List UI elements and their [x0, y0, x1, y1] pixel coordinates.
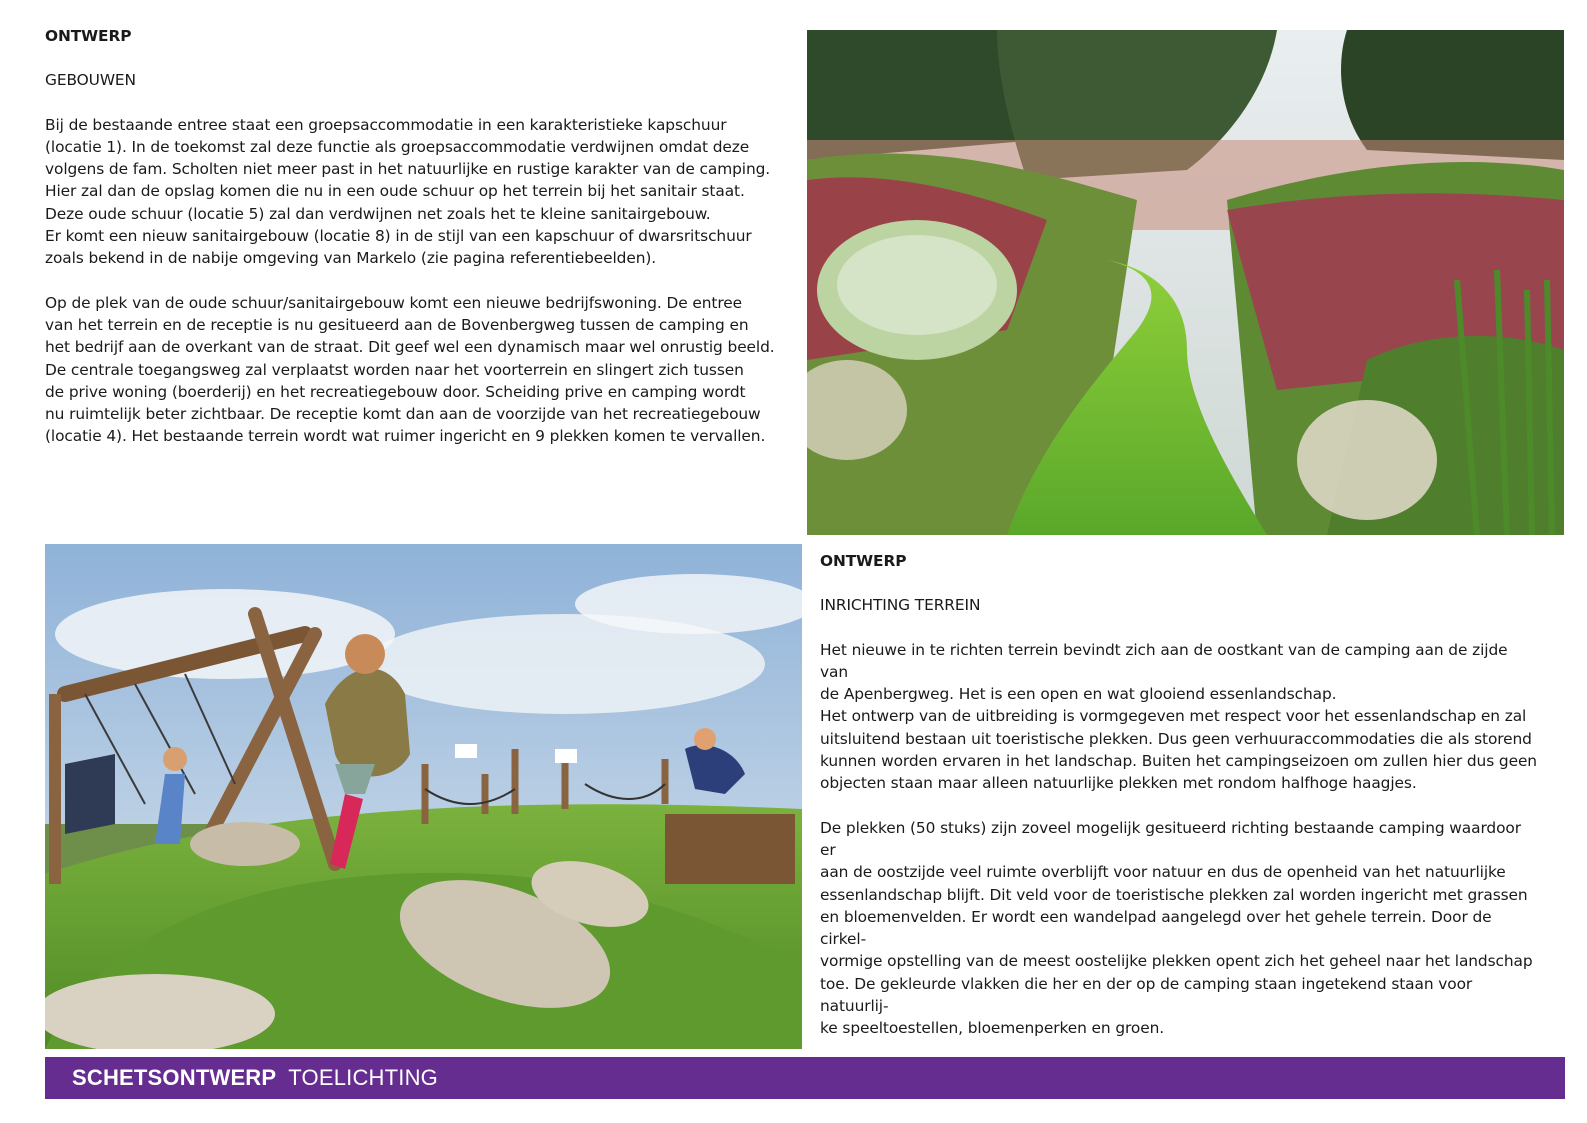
paragraph: Bij de bestaande entree staat een groepsaccommodatie in een karakteristieke kapschuur (locatie 1). In de toekomst zal deze functie als groepsaccommodatie verdwijnen omdat deze volgens de fam. Scholten niet meer past in het natuurlijke en rustige karakter van de camping. Hier zal dan de opslag komen die nu in een oude schuur op het terrein bij het sanitair staat. Deze oude schuur (locatie 5) zal dan verdwijnen net zoals het te kleine sanitairgebouw. Er komt een nieuw sanitairgebouw (locatie 8) in de stijl van een kapschuur of dwarsritschuur zoals bekend in de nabije omgeving van Markelo (zie pagina referentiebeelden). — [45, 115, 771, 268]
section-heading: ONTWERP — [45, 27, 132, 45]
footer-title-bar — [45, 1057, 1565, 1099]
paragraph: Het nieuwe in te richten terrein bevindt zich aan de oostkant van de camping aan de zijde van de Apenbergweg. Het is een open en wat glooiend essenlandschap. Het ontwerp van de uitbreiding is vormgegeven met respect voor het essenlandschap en zal uitsluitend bestaan uit toeristische plekken. Dus geen verhuuraccommodaties die als storend kunnen worden ervaren in het landschap. Buiten het campingseizoen om zullen hier dus geen objecten staan maar alleen natuurlijke plekken met rondom halfhoge haagjes. — [820, 640, 1537, 793]
paragraph: De plekken (50 stuks) zijn zoveel mogelijk gesitueerd richting bestaande camping waardoor er aan de oostzijde veel ruimte overblijft voor natuur en dus de openheid van het natuurlijke essenlandschap blijft. Dit veld voor de toeristische plekken zal worden ingericht met grassen en bloemenvelden. Er wordt een wandelpad aangelegd over het gehele terrein. Door de cirkel- vormige opstelling van de meest oostelijke plekken opent zich het geheel naar het landschap toe. De gekleurde vlakken die her en der op de camping staan ingetekend staan voor natuurlij- ke speeltoestellen, bloemenperken en groen. — [820, 818, 1533, 1038]
paragraph: Op de plek van de oude schuur/sanitairgebouw komt een nieuwe bedrijfswoning. De entree van het terrein en de receptie is nu gesitueerd aan de Bovenbergweg tussen de camping en het bedrijf aan de overkant van de straat. Dit geef wel een dynamisch maar wel onrustig beeld. De centrale toegangsweg zal verplaatst worden naar het voorterrein en slingert zich tussen de prive woning (boerderij) en het recreatiegebouw door. Scheiding prive en camping wordt nu ruimtelijk beter zichtbaar. De receptie komt dan aan de voorzijde van het recreatiegebouw (locatie 4). Het bestaande terrein wordt wat ruimer ingericht en 9 plekken komen te vervallen. — [45, 293, 775, 446]
garden-path-photo — [807, 30, 1564, 535]
text-block-terrain — [820, 550, 1540, 1062]
section-heading: ONTWERP — [820, 552, 907, 570]
section-subheading: INRICHTING TERREIN — [820, 596, 981, 615]
playground-photo — [45, 544, 802, 1049]
footer-title-bold: SCHETSONTWERP — [72, 1065, 277, 1090]
footer-title-light: TOELICHTING — [288, 1065, 438, 1090]
section-subheading: GEBOUWEN — [45, 71, 136, 90]
text-block-buildings — [45, 25, 775, 470]
